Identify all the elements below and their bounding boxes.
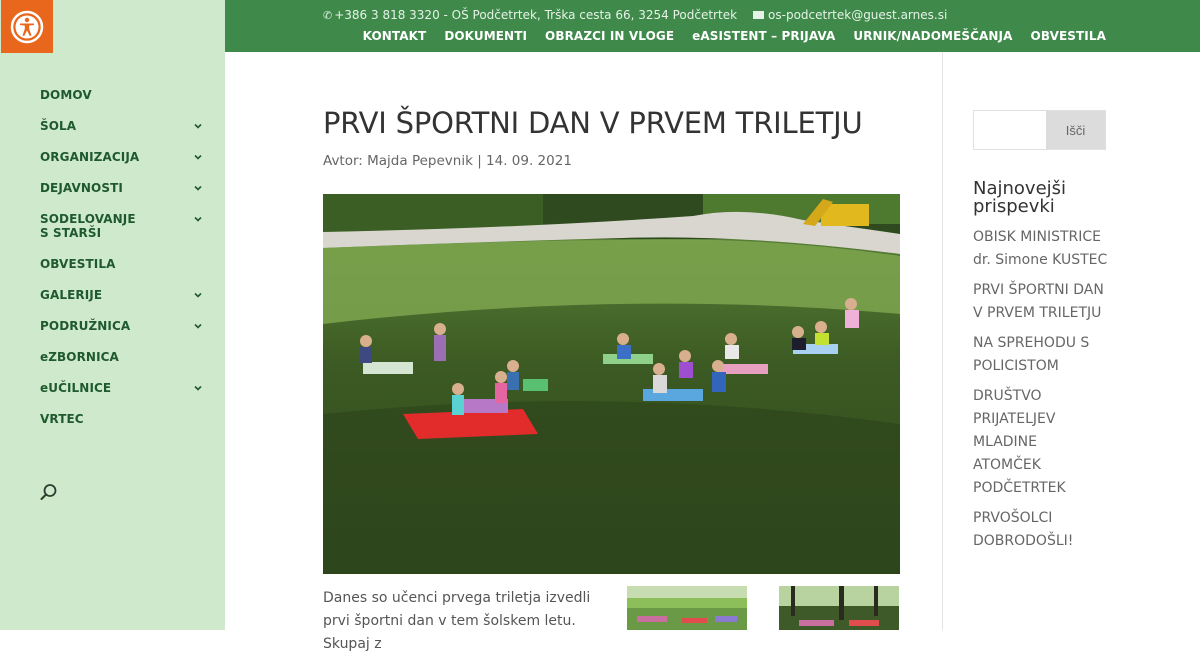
- chevron-down-icon[interactable]: [193, 121, 203, 131]
- recent-posts-title: Najnovejši prispevki: [973, 178, 1067, 217]
- chevron-down-icon[interactable]: [193, 321, 203, 331]
- content-divider: [942, 52, 943, 630]
- chevron-down-icon[interactable]: [193, 183, 203, 193]
- nav-item-ezbornica[interactable]: [0, 350, 225, 364]
- nav-item-label: VRTEC: [40, 412, 84, 426]
- top-menu-obvestila[interactable]: OBVESTILA: [1030, 29, 1106, 43]
- top-menu-obrazci-in-vloge[interactable]: OBRAZCI IN VLOGE: [545, 29, 675, 43]
- chevron-down-icon[interactable]: [193, 290, 203, 300]
- contact-info: [323, 8, 947, 22]
- nav-item-label: eZBORNICA: [40, 350, 119, 364]
- sidebar: [0, 0, 225, 630]
- nav-item-label: DOMOV: [40, 88, 92, 102]
- recent-posts-list: [973, 226, 1108, 560]
- recent-post-link[interactable]: NA SPREHODU S POLICISTOM: [973, 335, 1090, 374]
- search-input[interactable]: [974, 111, 1046, 149]
- nav-item-label: SODELOVANJE S STARŠI: [40, 212, 136, 240]
- search-icon[interactable]: [40, 483, 58, 501]
- sidebar-search: [973, 110, 1106, 150]
- nav-item-organizacija[interactable]: [0, 150, 225, 164]
- nav-item-label: DEJAVNOSTI: [40, 181, 123, 195]
- nav-item-galerije[interactable]: [0, 288, 225, 302]
- nav-item-vrtec[interactable]: [0, 412, 225, 426]
- nav-item-dejavnosti[interactable]: [0, 181, 225, 195]
- nav-item-label: ŠOLA: [40, 119, 77, 133]
- post-featured-image[interactable]: [323, 194, 900, 574]
- sports-day-photo: [323, 194, 900, 574]
- gallery-thumbnail[interactable]: [779, 586, 899, 630]
- gallery-thumbnail-image: [627, 586, 747, 630]
- nav-item-sodelovanje-s-starsi[interactable]: [0, 212, 225, 240]
- chevron-down-icon[interactable]: [193, 214, 203, 224]
- phone-icon: ✆: [323, 8, 333, 22]
- search-button[interactable]: Išči: [1046, 111, 1105, 149]
- nav-item-obvestila[interactable]: [0, 257, 225, 271]
- post-meta: Avtor: Majda Pepevnik | 14. 09. 2021: [323, 153, 572, 169]
- recent-post-link[interactable]: OBISK MINISTRICE dr. Simone KUSTEC: [973, 229, 1108, 268]
- post-body: Danes so učenci prvega triletja izvedli prvi športni dan v tem šolskem letu. Skupaj z: [323, 590, 591, 652]
- recent-post-link[interactable]: PRVI ŠPORTNI DAN V PRVEM TRILETJU: [973, 282, 1104, 321]
- contact-email[interactable]: os-podcetrtek@guest.arnes.si: [768, 8, 948, 22]
- post-title: PRVI ŠPORTNI DAN V PRVEM TRILETJU: [323, 106, 863, 140]
- nav-item-label: OBVESTILA: [40, 257, 116, 271]
- top-menu-kontakt[interactable]: KONTAKT: [362, 29, 427, 43]
- nav-item-eucilnice[interactable]: [0, 381, 225, 395]
- mail-icon: [753, 11, 764, 19]
- top-header: [225, 0, 1200, 52]
- nav-item-label: GALERIJE: [40, 288, 103, 302]
- nav-item-label: ORGANIZACIJA: [40, 150, 140, 164]
- accessibility-icon: [10, 10, 44, 44]
- contact-phone-address: +386 3 818 3320 - OŠ Podčetrtek, Trška cesta 66, 3254 Podčetrtek: [334, 8, 738, 22]
- accessibility-button[interactable]: [1, 0, 53, 53]
- top-menu-easistent-prijava[interactable]: eASISTENT – PRIJAVA: [692, 29, 836, 43]
- chevron-down-icon[interactable]: [193, 383, 203, 393]
- nav-item-label: PODRUŽNICA: [40, 319, 131, 333]
- recent-post-link[interactable]: DRUŠTVO PRIJATELJEV MLADINE ATOMČEK PODČETRTEK: [973, 388, 1066, 496]
- gallery-thumbnail[interactable]: [627, 586, 747, 630]
- top-menu: [363, 29, 1106, 43]
- nav-item-podruznica[interactable]: [0, 319, 225, 333]
- nav-item-domov[interactable]: [0, 88, 225, 102]
- main-nav: [0, 88, 225, 443]
- nav-item-label: eUČILNICE: [40, 381, 112, 395]
- recent-post-link[interactable]: PRVOŠOLCI DOBRODOŠLI!: [973, 510, 1074, 549]
- nav-item-sola[interactable]: [0, 119, 225, 133]
- top-menu-urnik-nadomescanja[interactable]: URNIK/NADOMEŠČANJA: [853, 29, 1013, 43]
- top-menu-dokumenti[interactable]: DOKUMENTI: [444, 29, 528, 43]
- chevron-down-icon[interactable]: [193, 152, 203, 162]
- gallery-thumbnail-image: [779, 586, 899, 630]
